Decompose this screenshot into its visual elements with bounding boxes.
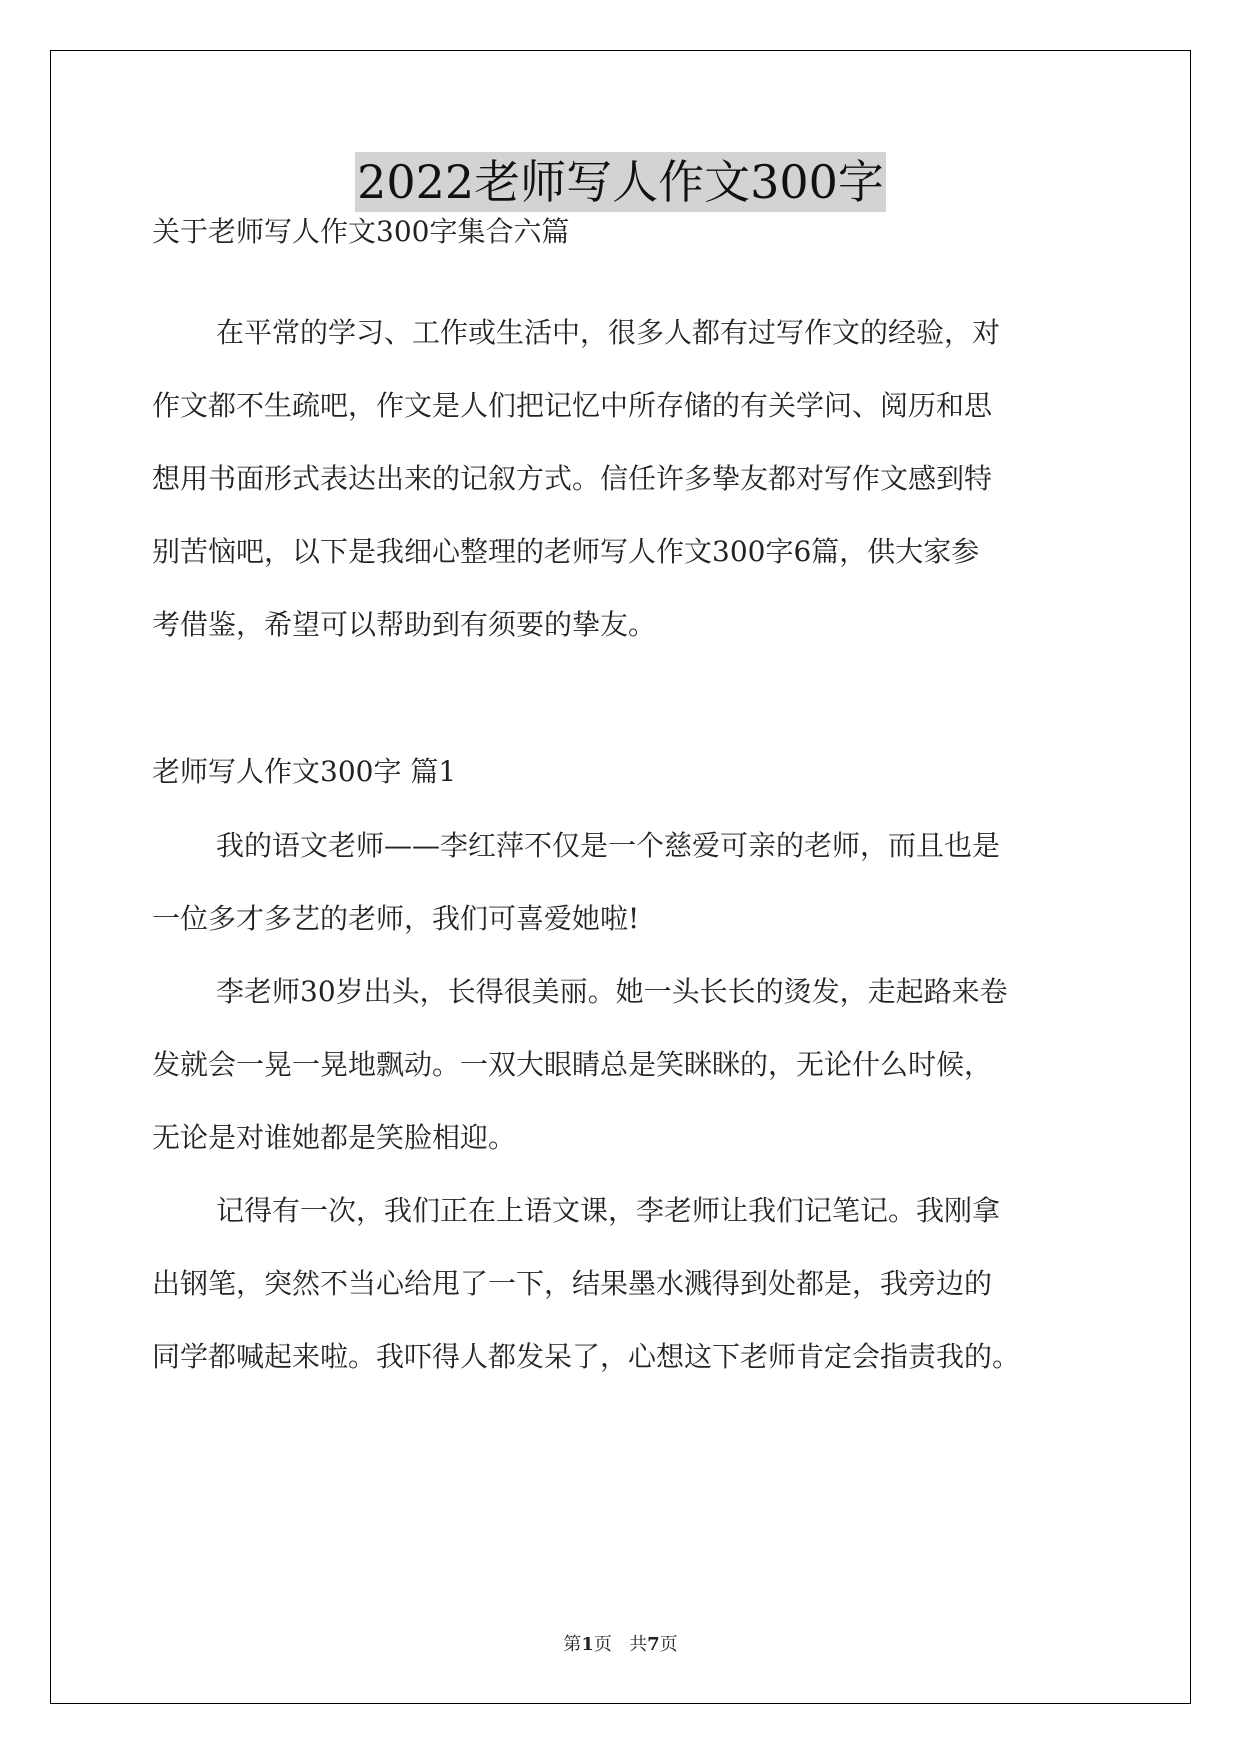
section-heading: 老师写人作文300字 篇1: [152, 755, 457, 788]
title-wrap: [0, 152, 1241, 212]
paragraph-line: 发就会一晃一晃地飘动。一双大眼睛总是笑眯眯的，无论什么时候，: [152, 1048, 993, 1081]
paragraph-line: 一位多才多艺的老师，我们可喜爱她啦!: [152, 902, 640, 935]
paragraph-line: 李老师30岁出头，长得很美丽。她一头长长的烫发，走起路来卷: [216, 975, 1008, 1008]
page-footer: [0, 1633, 1241, 1657]
paragraph-line: 无论是对谁她都是笑脸相迎。: [152, 1121, 517, 1154]
intro-line: 考借鉴，希望可以帮助到有须要的挚友。: [152, 608, 657, 641]
paragraph-line: 记得有一次，我们正在上语文课，李老师让我们记笔记。我刚拿: [216, 1194, 1001, 1227]
paragraph-line: 同学都喊起来啦。我吓得人都发呆了，心想这下老师肯定会指责我的。: [152, 1340, 1021, 1373]
intro-line: 在平常的学习、工作或生活中，很多人都有过写作文的经验，对: [216, 316, 1001, 349]
intro-line: 别苦恼吧，以下是我细心整理的老师写人作文300字6篇，供大家参: [152, 535, 980, 568]
paragraph-line: 我的语文老师——李红萍不仅是一个慈爱可亲的老师，而且也是: [216, 829, 1001, 862]
footer-mid: 页 共: [593, 1634, 648, 1655]
document-title: 2022老师写人作文300字: [355, 152, 886, 212]
footer-suffix: 页: [659, 1634, 678, 1655]
intro-line: 作文都不生疏吧，作文是人们把记忆中所存储的有关学问、阅历和思: [152, 389, 993, 422]
subtitle: 关于老师写人作文300字集合六篇: [152, 215, 570, 248]
paragraph-line: 出钢笔，突然不当心给甩了一下，结果墨水溅得到处都是，我旁边的: [152, 1267, 993, 1300]
footer-current-page: 1: [581, 1634, 594, 1655]
footer-prefix: 第: [563, 1634, 582, 1655]
intro-line: 想用书面形式表达出来的记叙方式。信任许多挚友都对写作文感到特: [152, 462, 993, 495]
footer-total-pages: 7: [647, 1634, 660, 1655]
page-border: [50, 50, 1191, 1704]
